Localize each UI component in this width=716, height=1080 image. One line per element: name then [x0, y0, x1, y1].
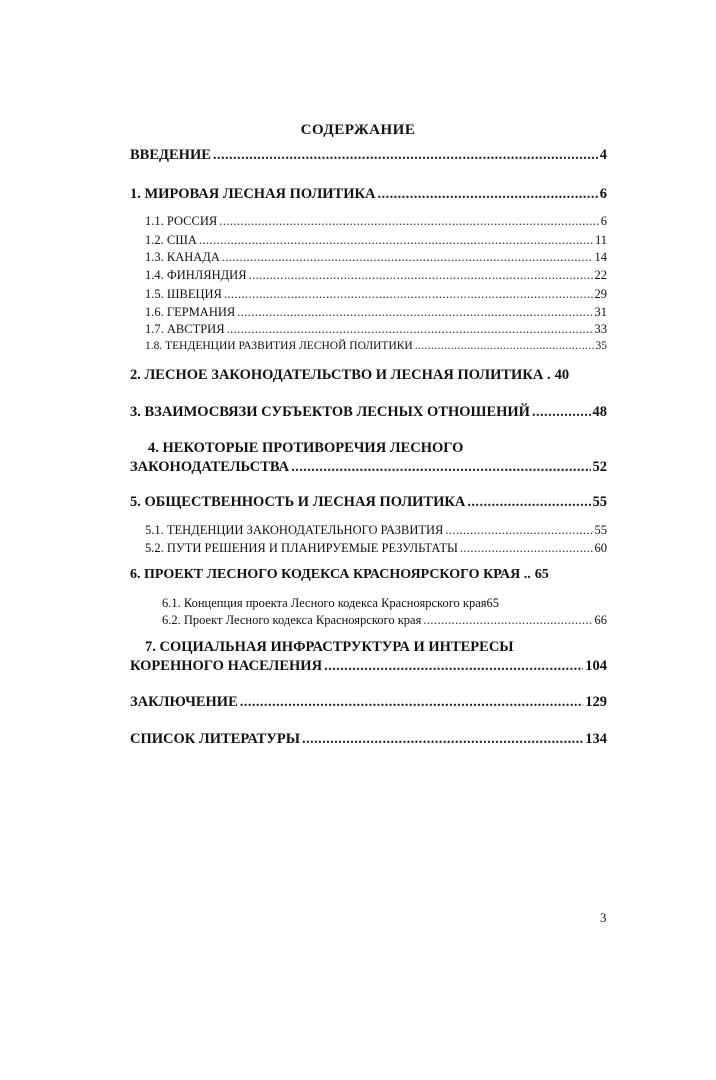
toc-label: КОРЕННОГО НАСЕЛЕНИЯ	[130, 658, 323, 674]
toc-entry-4[interactable]	[130, 459, 607, 476]
toc-page: 60	[594, 541, 607, 555]
toc-entry-1-1[interactable]	[145, 214, 607, 229]
toc-page: 6	[599, 186, 607, 202]
toc-label: 3. ВЗАИМОСВЯЗИ СУБЪЕКТОВ ЛЕСНЫХ ОТНОШЕНИЙ	[130, 404, 530, 420]
leader-dots	[302, 731, 583, 748]
toc-entry-1-4[interactable]	[145, 268, 607, 283]
toc-label: 5. ОБЩЕСТВЕННОСТЬ И ЛЕСНАЯ ПОЛИТИКА	[130, 494, 466, 510]
toc-entry-5-2[interactable]	[145, 541, 607, 556]
toc-label: 1.3. КАНАДА	[145, 250, 220, 264]
toc-label: 6.2. Проект Лесного кодекса Красноярского края	[162, 613, 422, 627]
toc-label: 2. ЛЕСНОЕ ЗАКОНОДАТЕЛЬСТВО И ЛЕСНАЯ ПОЛИТИКА .	[130, 367, 551, 383]
toc-page: 65	[486, 596, 500, 610]
toc-page: 22	[594, 268, 607, 282]
toc-page: 129	[585, 694, 607, 710]
toc-entry-2[interactable]	[130, 367, 607, 384]
toc-label: 1.7. АВСТРИЯ	[145, 322, 225, 336]
toc-entry-5-1[interactable]	[145, 523, 607, 538]
toc-entry-3[interactable]	[130, 404, 607, 421]
leader-dots	[423, 613, 592, 628]
leader-dots	[227, 322, 593, 337]
toc-entry-6[interactable]	[130, 567, 607, 583]
leader-dots	[324, 658, 583, 675]
leader-dots	[460, 541, 593, 556]
toc-label: 1.8. ТЕНДЕНЦИИ РАЗВИТИЯ ЛЕСНОЙ ПОЛИТИКИ	[145, 340, 413, 352]
toc-page: 14	[594, 250, 607, 264]
toc-entry-7[interactable]	[130, 658, 607, 675]
toc-entry-conclusion[interactable]	[130, 694, 607, 711]
toc-entry-1-5[interactable]	[145, 287, 607, 302]
leader-dots	[240, 694, 583, 711]
toc-entry-intro[interactable]	[130, 147, 607, 164]
leader-dots	[445, 523, 592, 538]
toc-page: 65	[534, 567, 549, 582]
toc-page: 35	[595, 340, 607, 352]
toc-label: СПИСОК ЛИТЕРАТУРЫ	[130, 731, 300, 747]
toc-page: 4	[599, 147, 607, 163]
toc-label: 1.1. РОССИЯ	[145, 214, 218, 228]
leader-dots	[224, 287, 593, 302]
toc-label: 5.1. ТЕНДЕНЦИИ ЗАКОНОДАТЕЛЬНОГО РАЗВИТИЯ	[145, 523, 444, 537]
leader-dots	[467, 494, 590, 511]
toc-entry-1-2[interactable]	[145, 233, 607, 248]
toc-page: 33	[594, 322, 607, 336]
leader-dots	[222, 250, 593, 265]
toc-page: 55	[592, 494, 607, 510]
leader-dots	[415, 340, 594, 352]
leader-dots	[237, 305, 592, 320]
toc-page: 40	[554, 367, 570, 383]
toc-entry-references[interactable]	[130, 731, 607, 748]
leader-dots	[378, 186, 598, 203]
leader-dots	[249, 268, 593, 283]
toc-label: 1.6. ГЕРМАНИЯ	[145, 305, 236, 319]
toc-page: 104	[585, 658, 607, 674]
toc-page: 29	[594, 287, 607, 301]
toc-label: ЗАКОНОДАТЕЛЬСТВА	[130, 459, 290, 475]
toc-page: 66	[594, 613, 607, 627]
leader-dots	[219, 214, 599, 229]
toc-entry-1-8[interactable]	[145, 340, 607, 352]
toc-label: 1.2. США	[145, 233, 197, 247]
toc-entry-1-7[interactable]	[145, 322, 607, 337]
toc-page: 48	[592, 404, 607, 420]
toc-entry-6-2[interactable]	[162, 613, 607, 628]
leader-dots	[213, 147, 598, 164]
leader-dots	[199, 233, 593, 248]
toc-label: 6. ПРОЕКТ ЛЕСНОГО КОДЕКСА КРАСНОЯРСКОГО КРАЯ ..	[130, 567, 531, 582]
toc-label: ЗАКЛЮЧЕНИЕ	[130, 694, 238, 710]
toc-entry-4-line1: 4. НЕКОТОРЫЕ ПРОТИВОРЕЧИЯ ЛЕСНОГО	[148, 440, 464, 456]
toc-page: 31	[594, 305, 607, 319]
toc-label: 1. МИРОВАЯ ЛЕСНАЯ ПОЛИТИКА	[130, 186, 376, 202]
toc-entry-1[interactable]	[130, 186, 607, 203]
toc-page: 6	[600, 214, 607, 228]
page-number: 3	[600, 910, 607, 925]
toc-page: 134	[585, 731, 607, 747]
leader-dots	[532, 404, 591, 421]
toc-page: 55	[594, 523, 607, 537]
page-title: СОДЕРЖАНИЕ	[300, 122, 416, 138]
toc-entry-1-6[interactable]	[145, 305, 607, 320]
toc-entry-7-line1: 7. СОЦИАЛЬНАЯ ИНФРАСТРУКТУРА И ИНТЕРЕСЫ	[145, 639, 514, 655]
toc-page: 52	[592, 459, 607, 475]
toc-label: ВВЕДЕНИЕ	[130, 147, 211, 163]
toc-label: 6.1. Концепция проекта Лесного кодекса Красноярского края	[162, 596, 487, 610]
toc-label: 1.5. ШВЕЦИЯ	[145, 287, 222, 301]
toc-label: 1.4. ФИНЛЯНДИЯ	[145, 268, 247, 282]
leader-dots	[291, 459, 590, 476]
toc-page: 11	[594, 233, 607, 247]
toc-label: 5.2. ПУТИ РЕШЕНИЯ И ПЛАНИРУЕМЫЕ РЕЗУЛЬТАТЫ	[145, 541, 458, 555]
toc-entry-6-1[interactable]	[162, 596, 607, 611]
toc-entry-1-3[interactable]	[145, 250, 607, 265]
toc-entry-5[interactable]	[130, 494, 607, 511]
